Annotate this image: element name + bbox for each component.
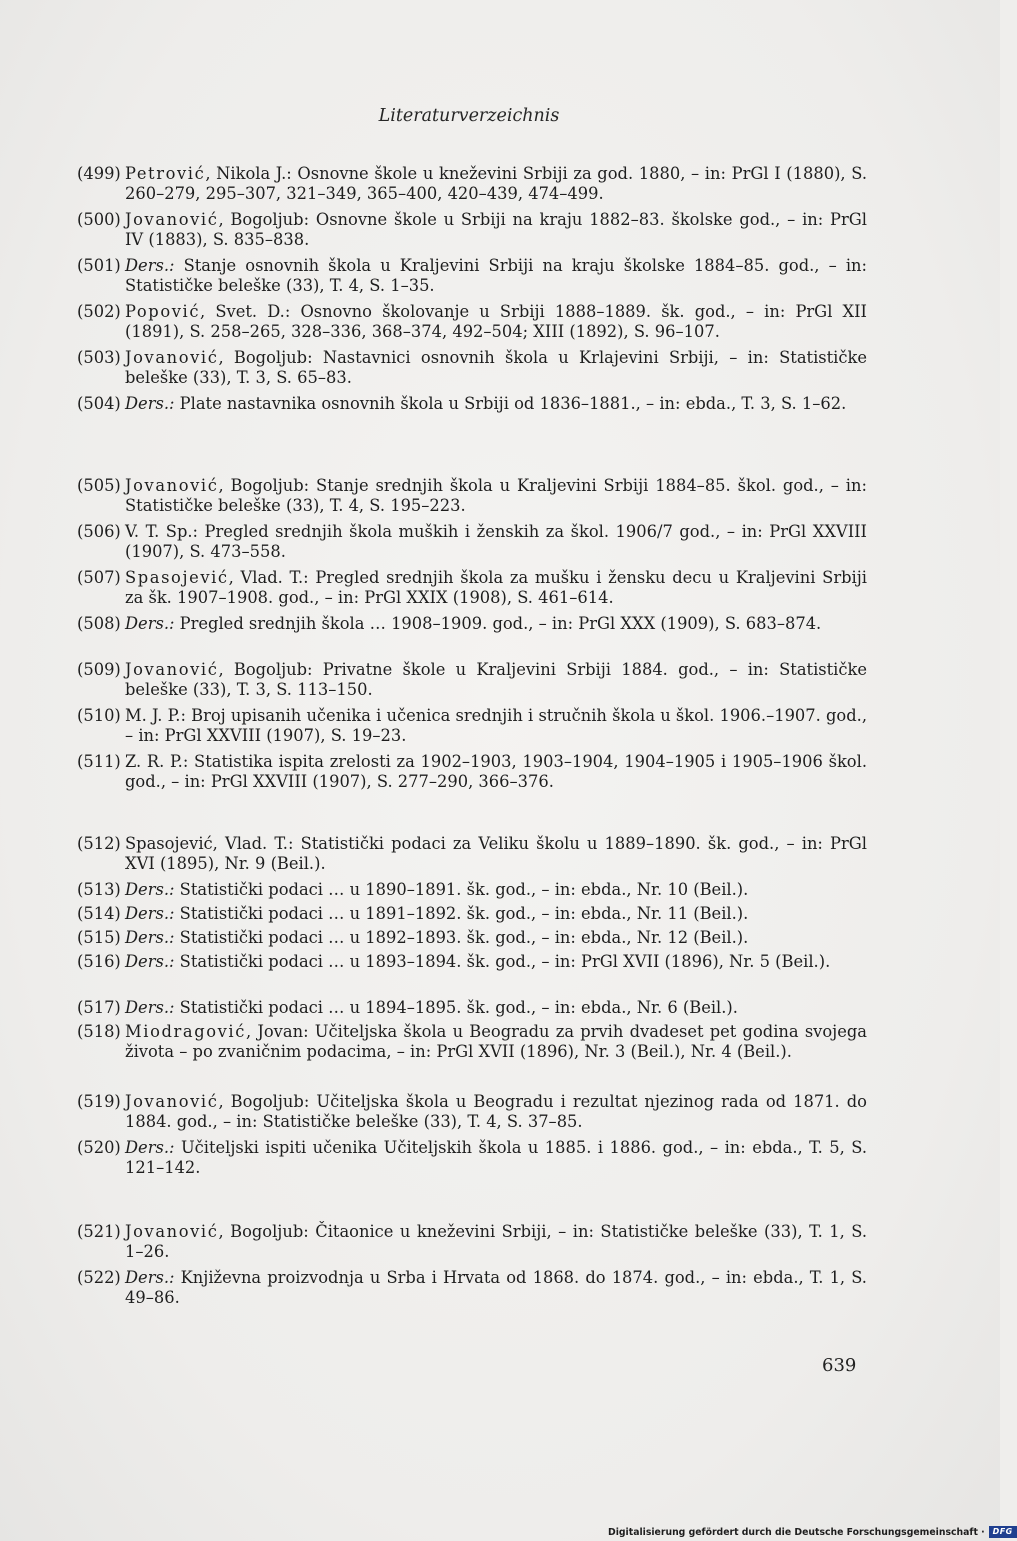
entry-number: (522): [77, 1268, 121, 1287]
entry-citation: Spasojević, Vlad. T.: Statistički podaci za Veliku školu u 1889–1890. šk. god., – in: PrGl XVI (1895), Nr. 9 (Beil.).: [125, 834, 867, 873]
bibliography-entry: [77, 476, 867, 515]
entry-text: [125, 1268, 867, 1307]
entry-author: Miodragović: [125, 1022, 246, 1041]
bibliography-entry: [77, 1092, 867, 1131]
entry-author: Popović: [125, 302, 201, 321]
entry-number: (502): [77, 302, 121, 321]
entry-ders: Ders.:: [125, 928, 175, 947]
entry-author: Jovanović: [125, 210, 219, 229]
entry-text: [125, 1222, 867, 1261]
entry-number: (516): [77, 952, 121, 971]
entry-citation: , Bogoljub: Čitaonice u kneževini Srbiji, – in: Statističke beleške (33), T. 1, S. 1–26.: [125, 1222, 867, 1261]
entry-author: Jovanović: [125, 476, 219, 495]
entry-number: (508): [77, 614, 121, 633]
bibliography-entry: [77, 348, 867, 387]
entry-number: (521): [77, 1222, 121, 1241]
bibliography-entry: [77, 928, 867, 948]
bibliography-entry: [77, 614, 867, 634]
entry-text: [125, 476, 867, 515]
entry-author: Spasojević: [125, 568, 229, 587]
entry-citation: Statistički podaci … u 1893–1894. šk. god., – in: PrGl XVII (1896), Nr. 5 (Beil.).: [174, 952, 831, 971]
entry-ders: Ders.:: [125, 904, 175, 923]
bibliography-entry: [77, 210, 867, 249]
entry-ders: Ders.:: [125, 952, 175, 971]
entry-number: (519): [77, 1092, 121, 1111]
entry-author: Jovanović: [125, 1092, 219, 1111]
entry-ders: Ders.:: [125, 614, 175, 633]
entry-number: (499): [77, 164, 121, 183]
entry-author: Jovanović: [125, 1222, 219, 1241]
entry-ders: Ders.:: [125, 256, 175, 275]
entry-text: [125, 568, 867, 607]
entry-number: (505): [77, 476, 121, 495]
entry-text: [125, 522, 867, 561]
entry-text: [125, 302, 867, 341]
entry-text: [125, 952, 867, 972]
entry-citation: , Svet. D.: Osnovno školovanje u Srbiji 1888–1889. šk. god., – in: PrGl XII (1891), S. 258–265, 328–336, 368–374, 492–504; XIII (1892), S. 96–107.: [125, 302, 867, 341]
entry-number: (514): [77, 904, 121, 923]
entry-ders: Ders.:: [125, 394, 175, 413]
page-number: 639: [822, 1355, 857, 1376]
entry-number: (504): [77, 394, 121, 413]
entry-number: (513): [77, 880, 121, 899]
bibliography-entry: [77, 394, 867, 414]
entry-number: (506): [77, 522, 121, 541]
entry-number: (500): [77, 210, 121, 229]
bibliography-entry: [77, 834, 867, 873]
entry-text: [125, 256, 867, 295]
entry-citation: Statistički podaci … u 1891–1892. šk. god., – in: ebda., Nr. 11 (Beil.).: [174, 904, 749, 923]
bibliography-entry: [77, 1268, 867, 1307]
entry-citation: , Bogoljub: Osnovne škole u Srbiji na kraju 1882–83. školske god., – in: PrGl IV (1883), S. 835–838.: [125, 210, 867, 249]
entry-number: (518): [77, 1022, 121, 1041]
entry-number: (509): [77, 660, 121, 679]
bibliography-entry: [77, 880, 867, 900]
entry-number: (517): [77, 998, 121, 1017]
entry-text: [125, 348, 867, 387]
entry-citation: V. T. Sp.: Pregled srednjih škola muških i ženskih za škol. 1906/7 god., – in: PrGl XXVIII (1907), S. 473–558.: [125, 522, 867, 561]
entry-author: Jovanović: [125, 660, 219, 679]
bibliography-entry: [77, 302, 867, 341]
entry-number: (501): [77, 256, 121, 275]
entry-citation: Statistički podaci … u 1890–1891. šk. god., – in: ebda., Nr. 10 (Beil.).: [174, 880, 749, 899]
entry-number: (507): [77, 568, 121, 587]
entry-author: Petrović: [125, 164, 206, 183]
entry-number: (510): [77, 706, 121, 725]
entry-citation: Književna proizvodnja u Srba i Hrvata od 1868. do 1874. god., – in: ebda., T. 1, S. 49–86.: [125, 1268, 867, 1307]
entry-text: [125, 834, 867, 873]
entry-citation: Statistički podaci … u 1892–1893. šk. god., – in: ebda., Nr. 12 (Beil.).: [174, 928, 749, 947]
bibliography-entry: [77, 1222, 867, 1261]
bibliography-entry: [77, 256, 867, 295]
entry-citation: Pregled srednjih škola … 1908–1909. god., – in: PrGl XXX (1909), S. 683–874.: [174, 614, 822, 633]
entry-text: [125, 998, 867, 1018]
entry-citation: , Bogoljub: Privatne škole u Kraljevini Srbiji 1884. god., – in: Statističke beleške (33), T. 3, S. 113–150.: [125, 660, 867, 699]
entry-number: (503): [77, 348, 121, 367]
entry-citation: Plate nastavnika osnovnih škola u Srbiji od 1836–1881., – in: ebda., T. 3, S. 1–62.: [174, 394, 847, 413]
bibliography-entry: [77, 522, 867, 561]
entry-text: [125, 752, 867, 791]
entry-citation: , Vlad. T.: Pregled srednjih škola za mušku i žensku decu u Kraljevini Srbiji za šk. 1907–1908. god., – in: PrGl XXIX (1908), S. 461–614.: [125, 568, 867, 607]
entry-text: [125, 706, 867, 745]
entry-text: [125, 164, 867, 203]
bibliography-entry: [77, 904, 867, 924]
entry-author: Jovanović: [125, 348, 219, 367]
entry-citation: M. J. P.: Broj upisanih učenika i učenica srednjih i stručnih škola u škol. 1906.–1907. god., – in: PrGl XXVIII (1907), S. 19–23.: [125, 706, 867, 745]
bibliography-entry: [77, 568, 867, 607]
entry-number: (520): [77, 1138, 121, 1157]
entry-ders: Ders.:: [125, 1268, 175, 1287]
bibliography-entry: [77, 706, 867, 745]
bibliography-entry: [77, 1138, 867, 1177]
entry-ders: Ders.:: [125, 1138, 175, 1157]
entry-number: (515): [77, 928, 121, 947]
running-head: Literaturverzeichnis: [378, 106, 560, 126]
dfg-footer-text: Digitalisierung gefördert durch die Deutsche Forschungsgemeinschaft ·: [608, 1526, 985, 1538]
entry-citation: , Bogoljub: Učiteljska škola u Beogradu i rezultat njezinog rada od 1871. do 1884. god., – in: Statističke beleške (33), T. 4, S. 37–85.: [125, 1092, 867, 1131]
entry-number: (512): [77, 834, 121, 853]
bibliography-entry: [77, 998, 867, 1018]
bibliography-entry: [77, 752, 867, 791]
entry-text: [125, 880, 867, 900]
entry-citation: Učiteljski ispiti učenika Učiteljskih škola u 1885. i 1886. god., – in: ebda., T. 5, S. 121–142.: [125, 1138, 867, 1177]
entry-citation: Z. R. P.: Statistika ispita zrelosti za 1902–1903, 1903–1904, 1904–1905 i 1905–1906 škol. god., – in: PrGl XXVIII (1907), S. 277–290, 366–376.: [125, 752, 867, 791]
entry-text: [125, 904, 867, 924]
entry-citation: , Nikola J.: Osnovne škole u kneževini Srbiji za god. 1880, – in: PrGl I (1880), S. 260–279, 295–307, 321–349, 365–400, 420–439, 474–499.: [125, 164, 867, 203]
dfg-logo: DFG: [989, 1526, 1017, 1538]
entry-citation: Statistički podaci … u 1894–1895. šk. god., – in: ebda., Nr. 6 (Beil.).: [174, 998, 738, 1017]
bibliography-entry: [77, 1022, 867, 1061]
entry-ders: Ders.:: [125, 880, 175, 899]
entry-text: [125, 210, 867, 249]
dfg-footer: [608, 1526, 1017, 1538]
entry-citation: , Bogoljub: Stanje srednjih škola u Kraljevini Srbiji 1884–85. škol. god., – in: Statističke beleške (33), T. 4, S. 195–223.: [125, 476, 867, 515]
entry-text: [125, 394, 867, 414]
bibliography-entry: [77, 164, 867, 203]
entry-citation: Stanje osnovnih škola u Kraljevini Srbiji na kraju školske 1884–85. god., – in: Statističke beleške (33), T. 4, S. 1–35.: [125, 256, 867, 295]
entry-text: [125, 928, 867, 948]
entry-text: [125, 614, 867, 634]
entry-ders: Ders.:: [125, 998, 175, 1017]
entry-text: [125, 660, 867, 699]
bibliography-entry: [77, 952, 867, 972]
entry-text: [125, 1092, 867, 1131]
bibliography-entry: [77, 660, 867, 699]
entry-citation: , Jovan: Učiteljska škola u Beogradu za prvih dvadeset pet godina svojega života – po zvaničnim podacima, – in: PrGl XVII (1896), Nr. 3 (Beil.), Nr. 4 (Beil.).: [125, 1022, 867, 1061]
entry-number: (511): [77, 752, 121, 771]
entry-text: [125, 1138, 867, 1177]
entry-citation: , Bogoljub: Nastavnici osnovnih škola u Krlajevini Srbiji, – in: Statističke beleške (33), T. 3, S. 65–83.: [125, 348, 867, 387]
entry-text: [125, 1022, 867, 1061]
